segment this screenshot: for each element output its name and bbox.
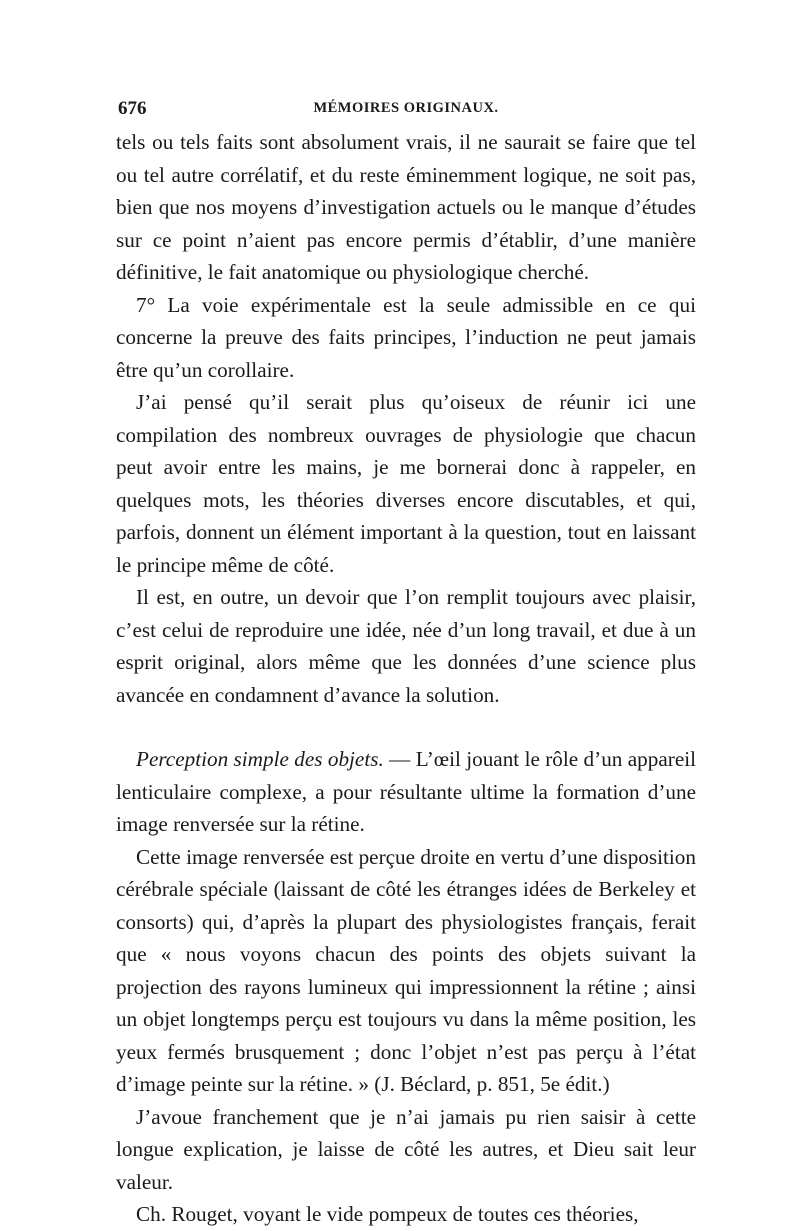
paragraph-point-7: 7° La voie expérimentale est la seule admissible en ce qui concerne la preuve des faits principes, l’induction ne peut jamais être qu’un corollaire. <box>116 292 696 382</box>
book-page <box>116 96 696 1231</box>
paragraph-explication: J’avoue franchement que je n’ai jamais pu rien saisir à cette longue explication, je laisse de côté les autres, et Dieu sait leur valeur. <box>116 1104 696 1194</box>
section-lead: — L’œil jouant le rôle d’un appareil lenticulaire complexe, a pour résultante ultime la formation d’une image renversée sur la rétine. <box>116 747 696 836</box>
paragraph-devoir: Il est, en outre, un devoir que l’on remplit toujours avec plaisir, c’est celui de reproduire une idée, née d’un long travail, et due à un esprit original, alors même que les données d’une science plus avancée en condamnent d’avance la solution. <box>116 585 696 707</box>
page-number: 676 <box>118 98 147 119</box>
running-head: MÉMOIRES ORIGINAUX. <box>313 100 499 116</box>
section-spacer <box>116 711 696 743</box>
body-text <box>116 126 696 1231</box>
paragraph-compilation: J’ai pensé qu’il serait plus qu’oiseux de réunir ici une compilation des nombreux ouvrages de physiologie que chacun peut avoir entre les mains, je me bornerai donc à rappeler, en quelques mots, les théories diverses encore discutables, et qui, parfois, donnent un élément important à la question, tout en laissant le principe même de côté. <box>116 390 696 577</box>
paragraph-image-renversee: Cette image renversée est perçue droite en vertu d’une disposition cérébrale spéciale (laissant de côté les étranges idées de Berkeley et consorts) qui, d’après la plupart des physiologistes français, ferait que « nous voyons chacun des points des objets suivant la projection des rayons lumineux qui impressionnent la rétine ; ainsi un objet longtemps perçu est toujours vu dans la même position, les yeux fermés brusquement ; donc l’objet n’est pas perçu à l’état d’image peinte sur la rétine. » (J. Béclard, p. 851, 5e édit.) <box>116 844 696 1096</box>
page-header <box>116 96 696 126</box>
section-title: Perception simple des objets. <box>136 747 384 771</box>
section-paragraph <box>116 743 696 841</box>
paragraph-continuation: tels ou tels faits sont absolument vrais, il ne saurait se faire que tel ou tel autre corrélatif, et du reste éminemment logique, ne soit pas, bien que nos moyens d’investigation actuels ou le manque d’études sur ce point n’aient pas encore permis d’établir, d’une manière définitive, le fait anatomique ou physiologique cherché. <box>116 130 696 284</box>
paragraph-rouget: Ch. Rouget, voyant le vide pompeux de toutes ces théories, <box>136 1202 639 1226</box>
